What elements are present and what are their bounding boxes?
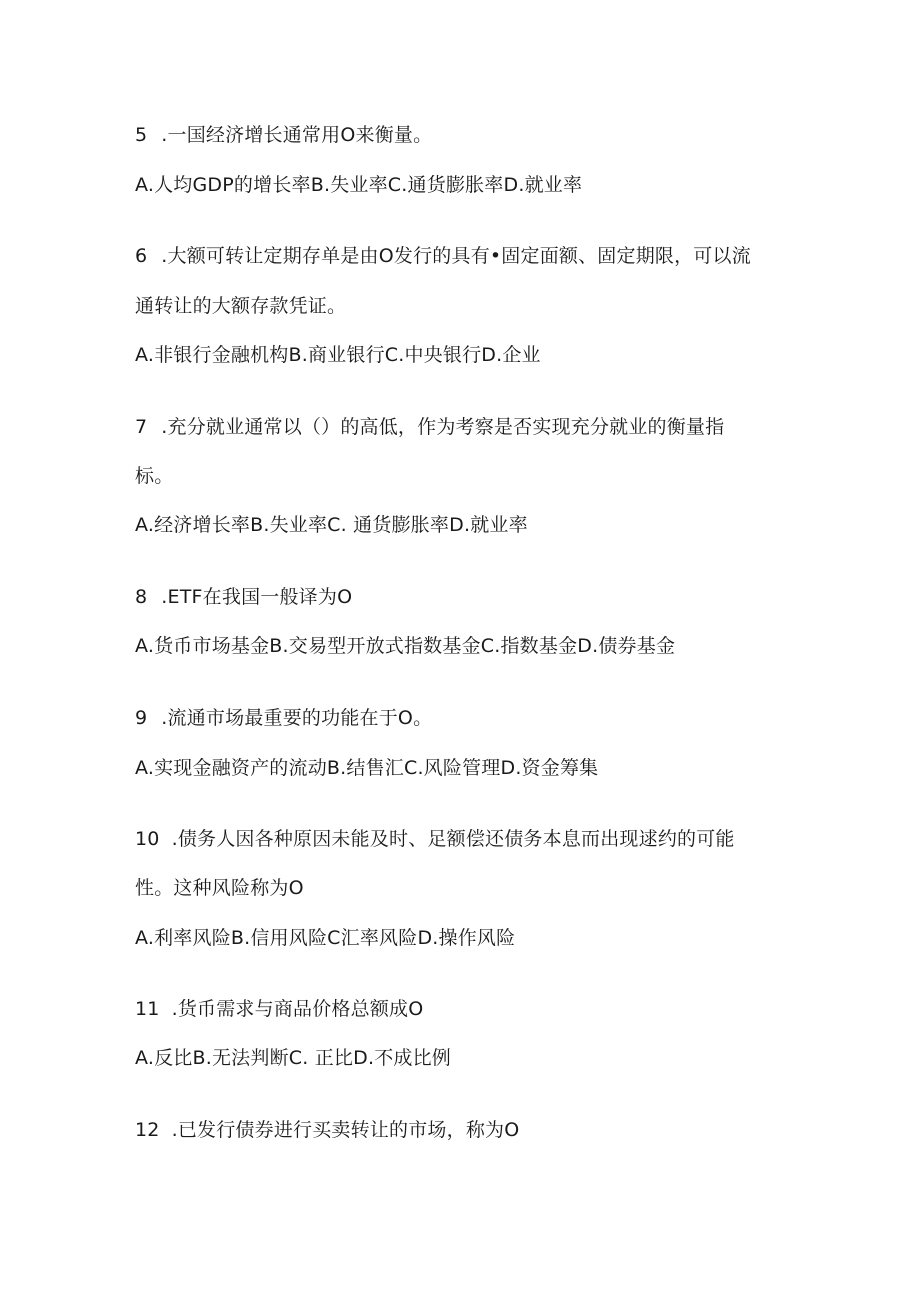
question-7-stem-line-2: 标。: [135, 465, 174, 487]
question-number: 5: [135, 124, 148, 146]
question-5-stem-line-1: [135, 122, 432, 148]
question-text: .已发行债券进行买卖转让的市场，称为O: [171, 1119, 520, 1141]
question-6-stem-line-2: 通转让的大额存款凭证。: [135, 295, 347, 317]
question-text: .债务人因各种原因未能及时、足额偿还债务本息而出现逑约的可能: [171, 828, 735, 850]
question-number: 6: [135, 245, 148, 267]
question-10-stem-line-1: [135, 826, 735, 852]
question-6-options: A.非银行金融机构B.商业银行C.中央银行D.企业: [135, 344, 541, 366]
question-11-options: A.反比B.无法判断C. 正比D.不成比例: [135, 1047, 451, 1069]
question-5-options: A.人均GDP的增长率B.失业率C.通货膨胀率D.就业率: [135, 174, 583, 196]
question-text: .ETF在我国一般译为O: [161, 586, 353, 608]
question-text: .大额可转让定期存单是由O发行的具有•固定面额、固定期限，可以流: [161, 245, 751, 267]
question-7-options: A.经济增长率B.失业率C. 通货膨胀率D.就业率: [135, 514, 528, 536]
question-9-options: A.实现金融资产的流动B.结售汇C.风险管理D.资金筹集: [135, 757, 599, 779]
question-text: .一国经济增长通常用O来衡量。: [161, 124, 433, 146]
question-9-stem-line-1: [135, 705, 432, 731]
question-number: 10: [135, 828, 160, 850]
question-text: .充分就业通常以（）的高低，作为考察是否实现充分就业的衡量指: [161, 416, 725, 438]
question-text: .货币需求与商品价格总额成O: [171, 998, 424, 1020]
question-8-stem-line-1: [135, 584, 352, 610]
question-10-options: A.利率风险B.信用风险C汇率风险D.操作风险: [135, 927, 516, 949]
question-number: 7: [135, 416, 148, 438]
question-7-stem-line-1: [135, 414, 724, 440]
question-number: 11: [135, 998, 160, 1020]
question-6-stem-line-1: [135, 243, 751, 269]
question-number: 9: [135, 707, 148, 729]
question-11-stem-line-1: [135, 996, 423, 1022]
question-8-options: A.货币市场基金B.交易型开放式指数基金C.指数基金D.债券基金: [135, 635, 676, 657]
question-12-stem-line-1: [135, 1117, 519, 1143]
question-text: .流通市场最重要的功能在于O。: [161, 707, 433, 729]
question-10-stem-line-2: 性。这种风险称为O: [135, 877, 304, 899]
question-number: 8: [135, 586, 148, 608]
question-number: 12: [135, 1119, 160, 1141]
